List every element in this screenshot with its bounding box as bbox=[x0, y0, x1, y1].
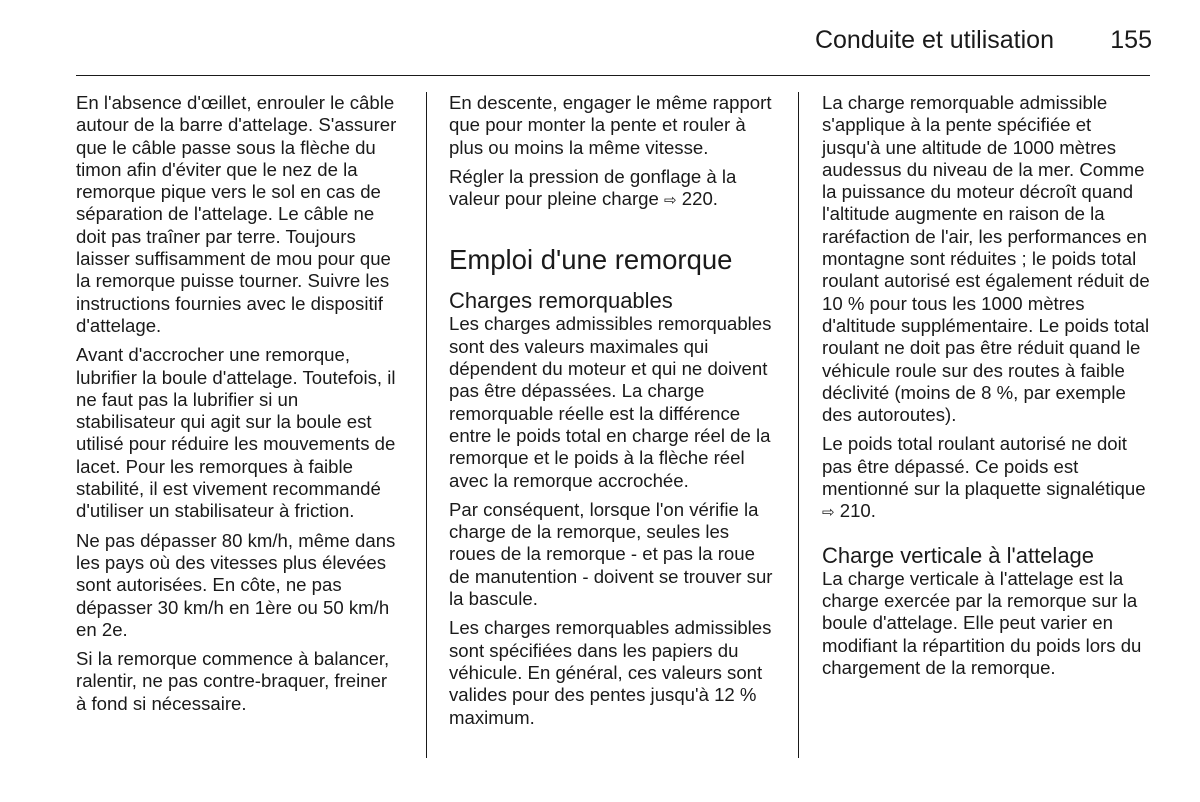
paragraph: Ne pas dépasser 80 km/h, même dans les pays où des vitesses plus élevées sont autorisées. En côte, ne pas dépasser 30 km/h en 1ère ou 50 km/h en 2e. bbox=[76, 529, 396, 640]
subsection-heading: Charges remorquables bbox=[449, 288, 673, 314]
paragraph: En descente, engager le même rapport que pour monter la pente et rouler à plus ou moins la même vitesse. bbox=[449, 92, 772, 158]
section-heading: Emploi d'une remorque bbox=[449, 244, 733, 276]
paragraph: Les charges admissibles remorquables sont des valeurs maximales qui dépendent du moteur et qui ne doivent pas être dépassées. La charge remorquable réelle est la différence entre le poids total en charge réel de la remorque et le poids à la flèche réel avec la remorque accrochée. bbox=[449, 313, 772, 491]
column-3 bbox=[822, 92, 1152, 686]
column-divider bbox=[798, 92, 799, 758]
arrow-reference-icon: ⇨ bbox=[822, 504, 835, 522]
column-2 bbox=[449, 92, 777, 736]
column-1 bbox=[76, 92, 402, 722]
paragraph: Avant d'accrocher une remorque, lubrifier la boule d'attelage. Toutefois, il ne faut pas la lubrifier si un stabilisateur qui agit sur la boule est utilisé pour réduire les mouvements de lacet. Pour les remorques à faible stabilité, il est vivement recommandé d'utiliser un stabilisateur à friction. bbox=[76, 344, 396, 522]
paragraph bbox=[449, 166, 777, 213]
paragraph: Si la remorque commence à balancer, ralentir, ne pas contre-braquer, freiner à fond si nécessaire. bbox=[76, 648, 390, 714]
arrow-reference-icon: ⇨ bbox=[664, 192, 677, 210]
paragraph-text: Régler la pression de gonflage à la valeur pour pleine charge bbox=[449, 165, 737, 210]
paragraph bbox=[822, 433, 1152, 524]
paragraph: La charge verticale à l'attelage est la charge exercée par la remorque sur la boule d'attelage. Elle peut varier en modifiant la répartition du poids lors du chargement de la remorque. bbox=[822, 567, 1142, 678]
page-reference: 210. bbox=[839, 500, 876, 522]
header-rule bbox=[76, 75, 1150, 76]
page-reference: 220. bbox=[681, 188, 718, 210]
column-divider bbox=[426, 92, 427, 758]
page-number: 155 bbox=[1110, 26, 1152, 54]
subsection-heading: Charge verticale à l'attelage bbox=[822, 542, 1095, 568]
section-title: Conduite et utilisation bbox=[814, 26, 1054, 54]
paragraph: Par conséquent, lorsque l'on vérifie la charge de la remorque, seules les roues de la remorque - et pas la roue de manutention - doivent se trouver sur la bascule. bbox=[449, 498, 773, 610]
paragraph: Les charges remorquables admissibles sont spécifiées dans les papiers du véhicule. En général, ces valeurs sont valides pour des pentes jusqu'à 12 % maximum. bbox=[449, 617, 772, 728]
paragraph: En l'absence d'œillet, enrouler le câble autour de la barre d'attelage. S'assurer que le câble passe sous la flèche du timon afin d'éviter que le nez de la remorque pique vers le sol en cas de séparation de l'attelage. Le câble ne doit pas traîner par terre. Toujours laisser suffisamment de mou pour que la remorque puisse tourner. Suivre les instructions fournies avec le dispositif d'attelage. bbox=[76, 92, 397, 336]
paragraph-text: Le poids total roulant autorisé ne doit pas être dépassé. Ce poids est mentionné sur la plaquette signalétique bbox=[822, 433, 1146, 500]
paragraph: La charge remorquable admissible s'applique à la pente spécifiée et jusqu'à une altitude de 1000 mètres audessus du niveau de la mer. Comme la puissance du moteur décroît quand l'altitude augmente en raison de la raréfaction de l'air, les performances en montagne sont réduites ; le poids total roulant autorisé est également réduit de 10 % pour tous les 1000 mètres d'altitude supplémentaire. Le poids total roulant ne doit pas être réduit quand le véhicule roule sur des routes à faible déclivité (moins de 8 %, par exemple des autoroutes). bbox=[822, 92, 1150, 426]
